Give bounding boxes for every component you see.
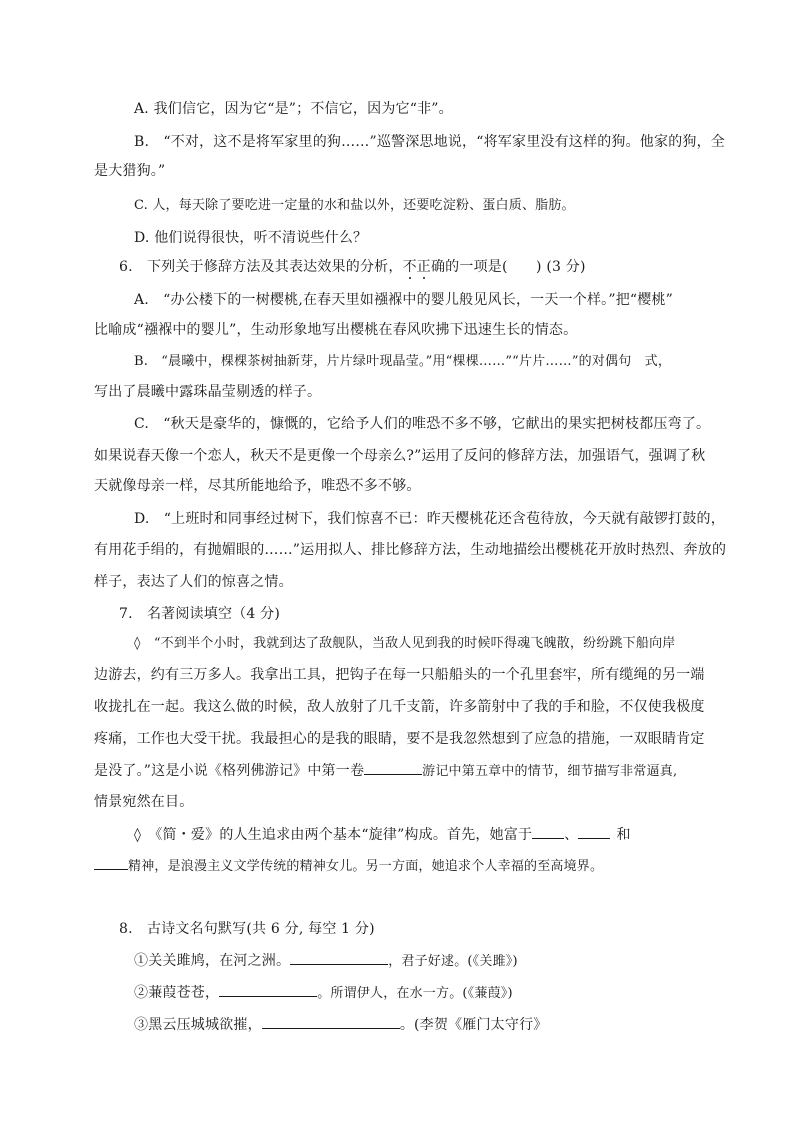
answer-blank[interactable] — [290, 950, 388, 965]
answer-blank[interactable] — [94, 855, 128, 870]
question-8-title: 8. 古诗文名句默写(共 6 分, 每空 1 分) — [119, 921, 375, 937]
option-d-line: D. 他们说得很快，听不清说些什么？ — [134, 230, 368, 246]
poem-2-suffix: 。所谓伊人，在水一方。(《蒹葭》) — [317, 986, 513, 1001]
poem-line-2 — [134, 982, 513, 1004]
question-6-prefix: 6. 下列关于修辞方法及其表达效果的分析， — [119, 259, 403, 275]
option-a-line: A. 我们信它，因为它“是”；不信它，因为它“非”。 — [134, 101, 453, 117]
q7-passage-line-3: 收拢扎在一起。我这么做的时候，敌人放射了几千支箭，许多箭射中了我的手和脸，不仅使我极度 — [94, 699, 705, 715]
poem-1-prefix: ①关关雎鸠，在河之洲。 — [134, 953, 291, 969]
question-7-title: 7. 名著阅读填空（4 分) — [119, 606, 280, 622]
q6-option-d-line: D. “上班时和同事经过树下，我们惊喜不已：昨天樱桃花还含苞待放，今天就有敲锣打鼓的， — [134, 511, 725, 527]
q6-option-a-line: A. “办公楼下的一树樱桃,在春天里如襁褓中的婴儿般见风长，一天一个样。”把“樱桃” — [134, 292, 674, 308]
q7-passage-line-2: 边游去，约有三万多人。我拿出工具，把钩子在每一只船船头的一个孔里套牢，所有缆绳的另一端 — [94, 667, 705, 683]
question-6-title — [119, 257, 586, 277]
q6-option-d-continuation-1: 有用花手绢的，有抛媚眼的……”运用拟人、排比修辞方法，生动地描绘出樱桃花开放时热烈、奔放的 — [94, 542, 727, 558]
answer-blank[interactable] — [578, 824, 610, 839]
q7-passage-line-5 — [94, 760, 677, 782]
poem-2-prefix: ②蒹葭苍苍， — [134, 985, 220, 1001]
option-b-continuation: 是大猎狗。” — [94, 163, 166, 179]
q7-jane-eyre-line-1 — [134, 824, 631, 845]
poem-3-suffix: 。(李贺《雁门太守行》 — [399, 1017, 548, 1033]
q7-passage-line-4: 疼痛，工作也大受干扰。我最担心的是我的眼睛，要不是我忽然想到了应急的措施，一双眼睛肯定 — [94, 731, 705, 747]
poem-1-suffix: ，君子好逑。(《关雎》) — [388, 954, 518, 969]
q7-line-5-prefix: 是没了。”这是小说《格列佛游记》中第一卷 — [94, 763, 365, 779]
conjunction: 和 — [616, 827, 631, 843]
emphasis-dot-char: 不 — [402, 259, 417, 275]
option-c-line: C. 人，每天除了要吃进一定量的水和盐以外，还要吃淀粉、蛋白质、脂肪。 — [134, 198, 575, 213]
q7-jane-eyre-line-2 — [94, 855, 603, 877]
poem-line-3 — [134, 1014, 547, 1035]
q7-passage-line-6: 情景宛然在目。 — [94, 794, 194, 810]
jane-eyre-suffix: 精神，是浪漫主义文学传统的精神女儿。另一方面，她追求个人幸福的至高境界。 — [128, 859, 604, 874]
q6-option-c-continuation-1: 如果说春天像一个恋人，秋天不是更像一个母亲么?”运用了反问的修辞方法，加强语气，强调了秋 — [94, 448, 706, 464]
question-6-suffix: 确的一项是( ) (3 分) — [430, 259, 586, 275]
q6-option-d-continuation-2: 样子，表达了人们的惊喜之情。 — [94, 574, 293, 590]
q6-option-c-line: C. “秋天是豪华的，慷慨的，它给予人们的唯恐不多不够，它献出的果实把树枝都压弯了。 — [134, 416, 711, 432]
q6-option-b-continuation: 写出了晨曦中露珠晶莹剔透的样子。 — [94, 384, 322, 400]
separator: 、 — [564, 827, 579, 843]
poem-3-prefix: ③黑云压城城欲摧， — [134, 1017, 262, 1033]
q6-option-a-continuation: 比喻成“襁褓中的婴儿”，生动形象地写出樱桃在春风吹拂下迅速生长的情态。 — [94, 322, 578, 338]
answer-blank[interactable] — [262, 1014, 400, 1029]
answer-blank[interactable] — [532, 824, 564, 839]
answer-blank[interactable] — [364, 760, 422, 775]
answer-blank[interactable] — [219, 982, 317, 997]
q6-option-b-line: B. “晨曦中，棵棵茶树抽新芽，片片绿叶现晶莹。”用“棵棵……”“片片……”的对偶句 式， — [134, 354, 672, 369]
emphasis-dot-char: 正 — [416, 259, 431, 275]
poem-line-1 — [134, 950, 518, 972]
q6-option-c-continuation-2: 天就像母亲一样，尽其所能地给予，唯恐不多不够。 — [94, 478, 421, 494]
q7-line-5-suffix: 游记中第五章中的情节，细节描写非常逼真, — [422, 764, 678, 779]
option-b-line: B. “不对，这不是将军家里的狗……”巡警深思地说，“将军家里没有这样的狗。他家的狗，全 — [134, 134, 726, 150]
jane-eyre-prefix: ◊ 《简・爱》的人生追求由两个基本“旋律”构成。首先，她富于 — [134, 827, 533, 843]
q7-passage-line-1: ◊ “不到半个小时，我就到达了敌舰队，当敌人见到我的时候吓得魂飞魄散，纷纷跳下船向岸 — [134, 636, 676, 651]
